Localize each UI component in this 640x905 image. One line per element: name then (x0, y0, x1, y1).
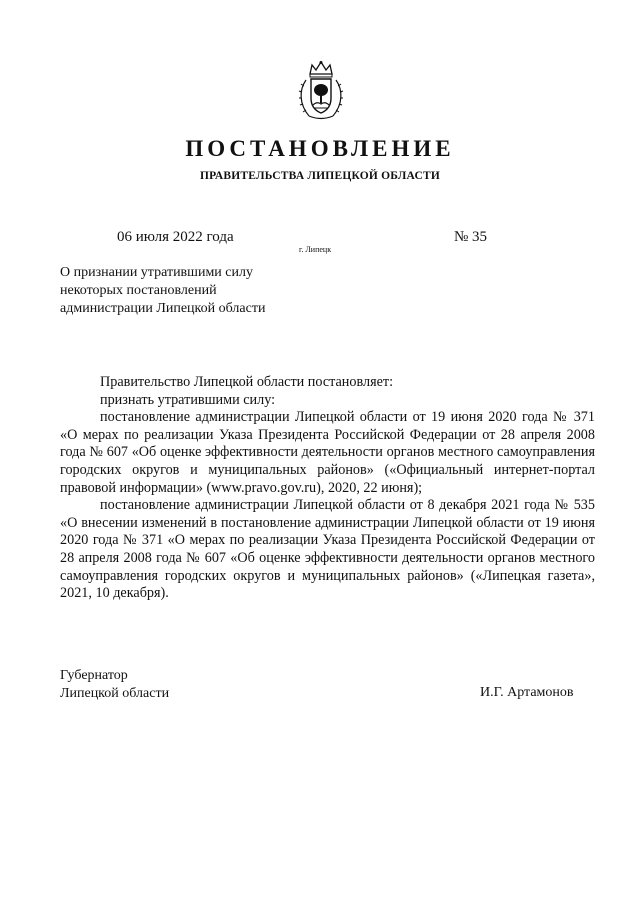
document-city: г. Липецк (299, 245, 332, 254)
coat-of-arms-icon (296, 60, 346, 122)
body-item: постановление администрации Липецкой области от 19 июня 2020 года № 371 «О мерах по реализации Указа Президента Российской Федерации от 28 апреля 2008 года № 607 «Об оценке эффективности деятельности органов местного самоуправления городских округов и муниципальных районов» («Официальный интернет-портал правовой информации» (www.pravo.gov.ru), 2020, 22 июня); (60, 409, 595, 496)
subject-line: некоторых постановлений (60, 283, 217, 298)
signer-name: И.Г. Артамонов (480, 685, 574, 700)
signature-position (60, 667, 169, 703)
document-body (60, 374, 595, 603)
document-date: 06 июля 2022 года (117, 229, 234, 245)
document-issuer: ПРАВИТЕЛЬСТВА ЛИПЕЦКОЙ ОБЛАСТИ (200, 170, 440, 182)
signature-position-line: Губернатор (60, 668, 128, 683)
body-clause: признать утратившими силу: (100, 391, 276, 408)
document-number: № 35 (454, 229, 488, 245)
body-intro: Правительство Липецкой области постановляет: (100, 374, 394, 390)
subject-line: администрации Липецкой области (60, 301, 266, 316)
body-item: постановление администрации Липецкой области от 8 декабря 2021 года № 535 «О внесении изменений в постановление администрации Липецкой области от 19 июня 2020 года № 371 «О мерах по реализации Указа Президента Российской Федерации от 28 апреля 2008 года № 607 «Об оценке эффективности деятельности органов местного самоуправления городских округов и муниципальных районов» («Липецкая газета», 2021, 10 декабря). (60, 497, 595, 602)
subject-line: О признании утратившими силу (60, 265, 253, 280)
document-subject (60, 264, 320, 318)
signature-position-line: Липецкой области (60, 686, 170, 701)
document-title: ПОСТАНОВЛЕНИЕ (185, 136, 455, 161)
